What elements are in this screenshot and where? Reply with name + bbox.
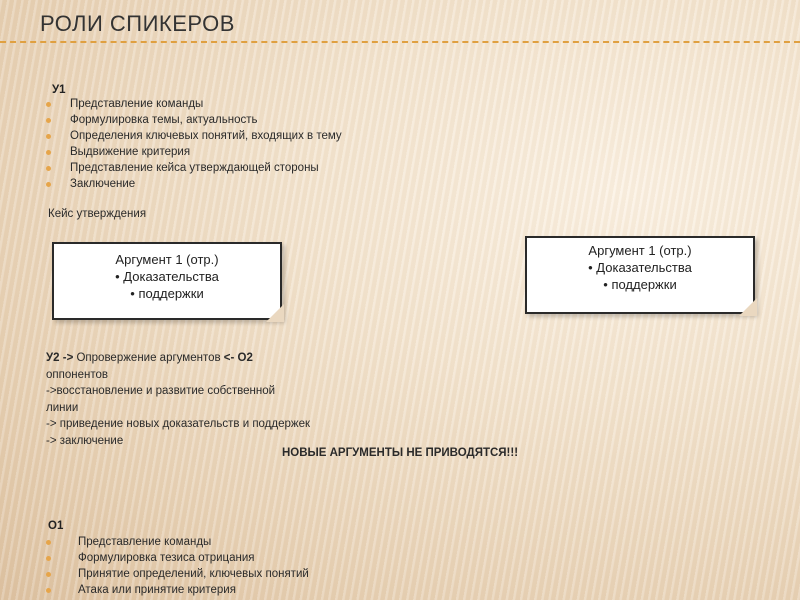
o2-label: <- О2 — [223, 352, 253, 364]
u2-label: У2 -> — [46, 352, 74, 364]
list-item: Определения ключевых понятий, входящих в тему — [70, 128, 342, 144]
warning-text: НОВЫЕ АРГУМЕНТЫ НЕ ПРИВОДЯТСЯ!!! — [281, 447, 519, 459]
note-line: • Доказательства — [115, 269, 219, 284]
u2-line: Опровержение аргументов — [73, 352, 224, 364]
note-line: • поддержки — [130, 286, 204, 301]
note-line: • Доказательства — [588, 260, 692, 275]
list-item: Выдвижение критерия — [70, 144, 342, 160]
bullet-icon — [46, 150, 51, 155]
case-label: Кейс утверждения — [48, 208, 147, 220]
u2-line: -> заключение — [46, 434, 124, 447]
list-item: Атака или принятие критерия — [78, 582, 309, 598]
bullet-icon — [46, 166, 51, 171]
bullet-icon — [46, 102, 51, 107]
list-item: Формулировка темы, актуальность — [70, 112, 342, 128]
list-item: Представление кейса утверждающей стороны — [70, 160, 342, 176]
bullet-icon — [46, 182, 51, 187]
title-divider — [0, 41, 800, 43]
note-title: Аргумент 1 (отр.) — [588, 243, 692, 258]
bullet-icon — [46, 134, 51, 139]
folded-corner — [739, 298, 757, 316]
u2-line: оппонентов — [46, 368, 108, 381]
note-line: • поддержки — [603, 277, 677, 292]
u2-line: -> приведение новых доказательств и поддержек — [46, 418, 311, 430]
list-item: Представление команды — [70, 96, 342, 112]
folded-corner — [266, 304, 284, 322]
bullet-icon — [46, 118, 51, 123]
u2-section — [46, 350, 310, 449]
list-item: Принятие определений, ключевых понятий — [78, 566, 309, 582]
page-title: РОЛИ СПИКЕРОВ — [40, 11, 235, 36]
bullet-icon — [46, 588, 51, 593]
u1-list — [70, 96, 342, 192]
note-title: Аргумент 1 (отр.) — [115, 252, 219, 267]
list-item: Формулировка тезиса отрицания — [78, 550, 309, 566]
list-item: Представление команды — [78, 534, 309, 550]
list-item: Заключение — [70, 176, 342, 192]
bullet-icon — [46, 556, 51, 561]
argument-note-left — [52, 242, 282, 320]
bullet-icon — [46, 540, 51, 545]
bullet-icon — [46, 572, 51, 577]
o1-heading: О1 — [48, 520, 64, 532]
u1-heading: У1 — [52, 84, 66, 96]
argument-note-right — [525, 236, 755, 314]
u2-line: линии — [46, 401, 79, 414]
u2-line: ->восстановление и развитие собственной — [46, 385, 276, 397]
o1-list — [78, 534, 309, 598]
